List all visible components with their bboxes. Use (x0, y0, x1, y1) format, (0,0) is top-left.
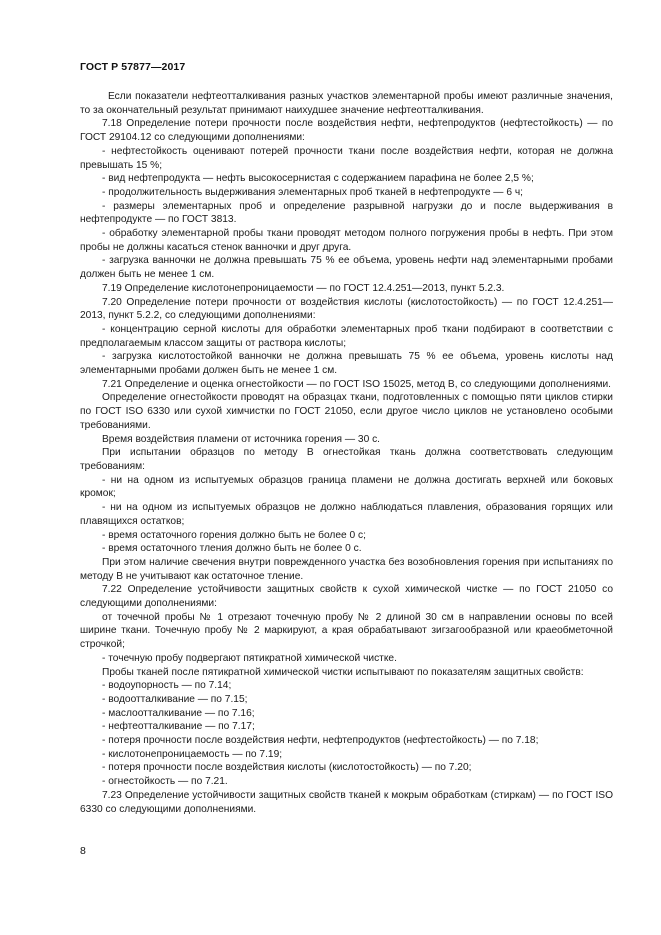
paragraph: от точечной пробы № 1 отрезают точечную пробу № 2 длиной 30 см в направлении основы по всей ширине ткани. Точечную пробу № 2 маркируют, а края обрабатывают зигзагообразной или краеобметочной строчкой; (80, 611, 613, 651)
paragraph: Определение огнестойкости проводят на образцах ткани, подготовленных с помощью пяти циклов стирки по ГОСТ ISO 6330 или сухой химчистки по ГОСТ 21050, если другое число циклов не установлено особыми требованиями. (80, 392, 613, 431)
list-item: - ни на одном из испытуемых образцов граница пламени не должна достигать верхней или боковых кромок; (80, 474, 613, 500)
list-item: - ни на одном из испытуемых образцов не должно наблюдаться плавления, образования горящих или плавящихся остатков; (80, 502, 613, 527)
list-item: - загрузка ванночки не должна превышать 75 % ее объема, уровень нефти над элементарными пробами должен быть не менее 1 см. (80, 255, 613, 281)
list-item: - концентрацию серной кислоты для обработки элементарных проб ткани подбирают в соответствии с предполагаемым классом защиты от раствора кислоты; (80, 323, 613, 349)
page-number: 8 (80, 845, 86, 857)
list-item: - водоотталкивание — по 7.15; (102, 693, 248, 705)
paragraph: 7.19 Определение кислотонепроницаемости — по ГОСТ 12.4.251—2013, пункт 5.2.3. (102, 282, 505, 294)
paragraph: Пробы тканей после пятикратной химической чистки испытывают по показателям защитных свойств: (102, 666, 584, 678)
list-item: - точечную пробу подвергают пятикратной химической чистке. (102, 652, 397, 664)
list-item: - потеря прочности после воздействия нефти, нефтепродуктов (нефтестойкость) — по 7.18; (102, 735, 539, 747)
paragraph: При испытании образцов по методу В огнестойкая ткань должна соответствовать следующим требованиям: (80, 447, 613, 472)
paragraph: 7.20 Определение потери прочности от воздействия кислоты (кислотостойкость) — по ГОСТ 12.4.251—2013, пункт 5.2.2, со следующими дополнениями: (80, 296, 613, 322)
list-item: - вид нефтепродукта — нефть высокосернистая с содержанием парафина не более 2,5 %; (102, 173, 534, 185)
list-item: - продолжительность выдерживания элементарных проб тканей в нефтепродукте — 6 ч; (102, 186, 523, 198)
paragraph: При этом наличие свечения внутри поврежденного участка без возобновления горения при испытаниях по методу В не учитывают как остаточное тление. (80, 556, 613, 582)
paragraph: Если показатели нефтеотталкивания разных участков элементарной пробы имеют различные значения, то за окончательный результат принимают наихудшее значение нефтеотталкивания. (80, 91, 613, 116)
list-item: - размеры элементарных проб и определение разрывной нагрузки до и после выдерживания в нефтепродукте — по ГОСТ 3813. (80, 200, 613, 226)
paragraph: 7.18 Определение потери прочности после воздействия нефти, нефтепродуктов (нефтестойкость) — по ГОСТ 29104.12 со следующими дополнениями: (80, 118, 613, 144)
list-item: - маслоотталкивание — по 7.16; (102, 707, 255, 719)
list-item: - огнестойкость — по 7.21. (102, 776, 228, 788)
list-item: - водоупорность — по 7.14; (102, 680, 232, 692)
paragraph: 7.23 Определение устойчивости защитных свойств тканей к мокрым обработкам (стиркам) — по ГОСТ ISO 6330 со следующими дополнениями. (80, 789, 613, 815)
paragraph: 7.22 Определение устойчивости защитных свойств к сухой химической чистке — по ГОСТ 21050 со следующими дополнениями: (80, 584, 613, 610)
paragraph: 7.21 Определение и оценка огнестойкости — по ГОСТ ISO 15025, метод В, со следующими дополнениями. (102, 378, 611, 390)
list-item: - нефтеотталкивание — по 7.17; (102, 721, 255, 733)
list-item: - загрузка кислотостойкой ванночки не должна превышать 75 % ее объема, уровень кислоты над элементарными пробами должен быть не менее 1 см. (80, 351, 613, 377)
list-item: - потеря прочности после воздействия кислоты (кислотостойкость) — по 7.20; (102, 762, 472, 774)
list-item: - время остаточного горения должно быть не более 0 с; (102, 529, 366, 541)
list-item: - кислотонепроницаемость — по 7.19; (102, 748, 283, 760)
list-item: - нефтестойкость оценивают потерей прочности ткани после воздействия нефти, которая не должна превышать 15 %; (80, 145, 613, 171)
document-body (80, 90, 613, 816)
list-item: - обработку элементарной пробы ткани проводят методом полного погружения пробы в нефть. При этом пробы не должны касаться стенок ванночки и друг друга. (80, 228, 613, 253)
paragraph: Время воздействия пламени от источника горения — 30 с. (102, 433, 381, 445)
list-item: - время остаточного тления должно быть не более 0 с. (102, 543, 362, 555)
standard-header: ГОСТ Р 57877—2017 (80, 61, 186, 73)
